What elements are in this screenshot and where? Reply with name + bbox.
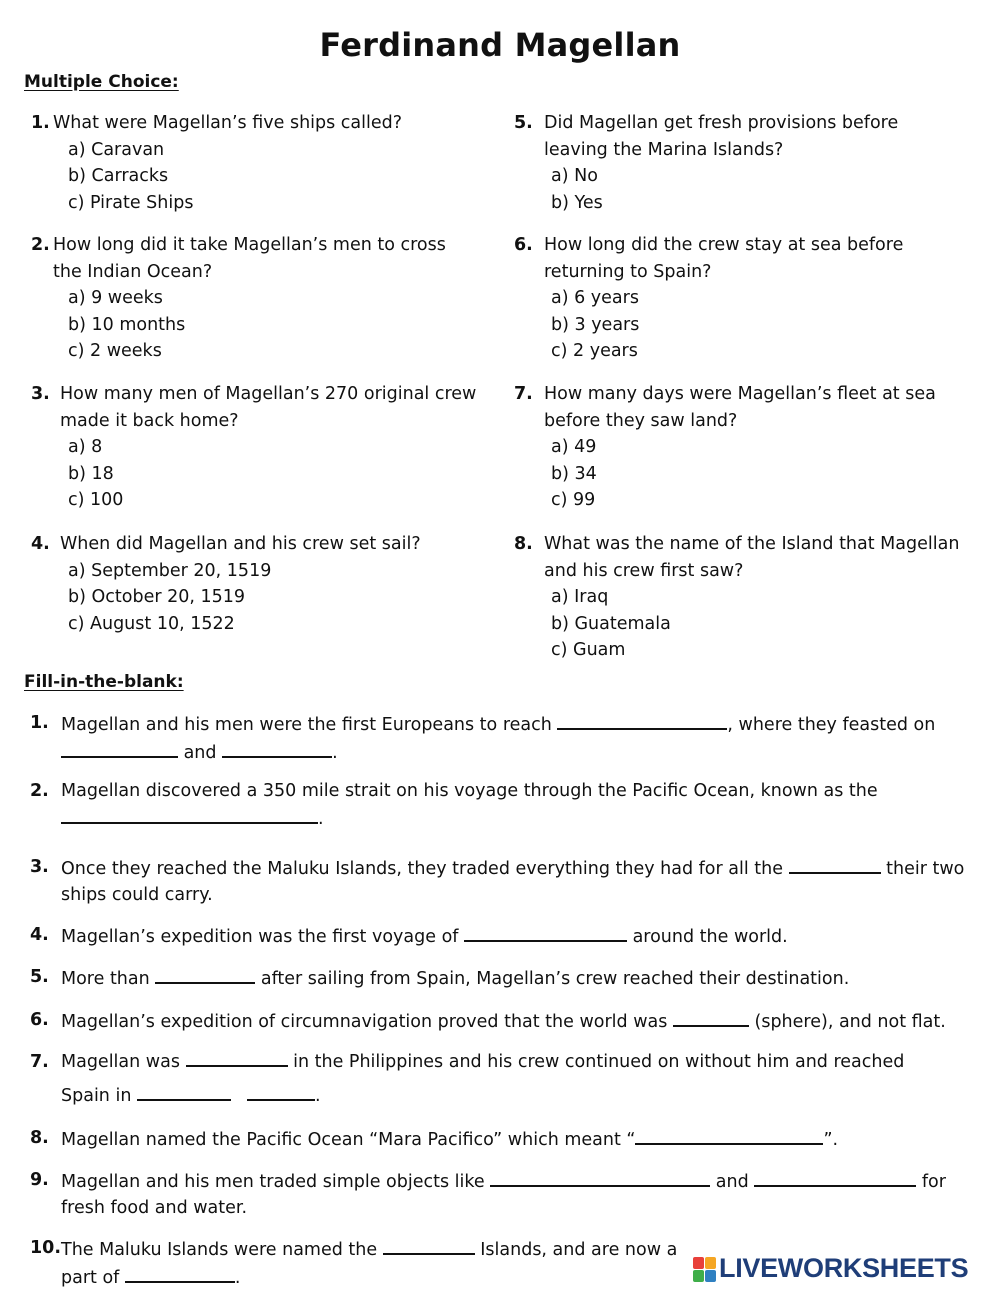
question-text: How long did the crew stay at sea before bbox=[544, 235, 904, 255]
sentence-text: Magellan’s expedition of circumnavigation proved that the world was bbox=[61, 1012, 673, 1032]
option-a[interactable]: a) 8 bbox=[68, 437, 103, 457]
answer-blank[interactable] bbox=[635, 1125, 823, 1145]
question-text: How many days were Magellan’s fleet at sea bbox=[544, 384, 936, 404]
mc-question-6 bbox=[514, 232, 903, 365]
sentence-text: and bbox=[710, 1172, 755, 1192]
option-c[interactable]: c) August 10, 1522 bbox=[68, 613, 235, 634]
sentence-text: Magellan and his men were the first Europeans to reach bbox=[61, 715, 558, 735]
sentence-text: . bbox=[234, 1268, 241, 1288]
liveworksheets-logo bbox=[693, 1253, 993, 1284]
answer-blank[interactable] bbox=[155, 964, 255, 984]
question-text: What were Magellan’s five ships called? bbox=[53, 113, 403, 133]
item-number: 4. bbox=[30, 925, 49, 945]
question-number: 7. bbox=[514, 384, 533, 404]
mc-question-5 bbox=[514, 110, 898, 216]
option-c[interactable]: c) Pirate Ships bbox=[68, 192, 194, 213]
item-number: 8. bbox=[30, 1128, 49, 1148]
item-number: 1. bbox=[30, 713, 49, 733]
option-b[interactable]: b) 3 years bbox=[551, 314, 640, 335]
question-text: What was the name of the Island that Magellan bbox=[544, 534, 960, 554]
option-b[interactable]: b) Guatemala bbox=[551, 613, 671, 634]
item-number: 7. bbox=[30, 1052, 49, 1072]
sentence-text: , where they feasted on bbox=[727, 715, 936, 735]
sentence-text: ”. bbox=[823, 1130, 839, 1150]
answer-blank[interactable] bbox=[61, 738, 178, 758]
option-c[interactable]: c) 2 years bbox=[551, 341, 638, 361]
sentence-text: . bbox=[314, 1086, 321, 1106]
option-c[interactable]: c) 100 bbox=[68, 490, 124, 510]
question-text: and his crew first saw? bbox=[544, 560, 744, 581]
sentence-text: their two ships could carry. bbox=[61, 859, 965, 905]
item-number: 2. bbox=[30, 781, 49, 801]
sentence-text: Islands, and are now a part of bbox=[61, 1240, 678, 1288]
fib-item-7 bbox=[30, 1049, 980, 1113]
question-number: 6. bbox=[514, 235, 533, 255]
sentence-text: Magellan discovered a 350 mile strait on his voyage through the Pacific Ocean, known as the bbox=[61, 781, 878, 801]
option-a[interactable]: a) 9 weeks bbox=[68, 288, 163, 308]
page-title: Ferdinand Magellan bbox=[319, 26, 681, 64]
fib-item-8 bbox=[30, 1125, 980, 1153]
answer-blank[interactable] bbox=[137, 1081, 231, 1101]
logo-square-2 bbox=[705, 1257, 716, 1269]
answer-blank[interactable] bbox=[186, 1047, 288, 1067]
fib-item-6 bbox=[30, 1007, 980, 1035]
fib-item-4 bbox=[30, 922, 980, 950]
option-a[interactable]: a) September 20, 1519 bbox=[68, 560, 272, 581]
fib-item-2 bbox=[30, 778, 980, 832]
question-text: leaving the Marina Islands? bbox=[544, 139, 784, 160]
option-a[interactable]: a) Caravan bbox=[68, 139, 165, 160]
question-number: 8. bbox=[514, 534, 533, 554]
option-b[interactable]: b) Yes bbox=[551, 192, 603, 213]
question-number: 4. bbox=[31, 534, 50, 554]
logo-square-1 bbox=[693, 1257, 704, 1269]
answer-blank[interactable] bbox=[247, 1081, 315, 1101]
multiple-choice-heading: Multiple Choice: bbox=[24, 72, 179, 92]
answer-blank[interactable] bbox=[61, 804, 318, 824]
option-a[interactable]: a) 49 bbox=[551, 437, 597, 457]
question-text: Did Magellan get fresh provisions before bbox=[544, 113, 899, 133]
item-number: 9. bbox=[30, 1170, 49, 1190]
question-number: 3. bbox=[31, 384, 50, 404]
sentence-text: in the Philippines and his crew continued on without him and reached bbox=[287, 1052, 905, 1072]
option-c[interactable]: c) Guam bbox=[551, 640, 626, 660]
answer-blank[interactable] bbox=[557, 710, 727, 730]
option-a[interactable]: a) 6 years bbox=[551, 288, 639, 308]
liveworksheets-wordmark: LIVEWORKSHEETS bbox=[719, 1253, 969, 1283]
option-a[interactable]: a) Iraq bbox=[551, 587, 609, 607]
sentence-text: Once they reached the Maluku Islands, they traded everything they had for all the bbox=[61, 859, 789, 879]
logo-square-4 bbox=[705, 1270, 716, 1282]
sentence-text: (sphere), and not flat. bbox=[748, 1012, 946, 1032]
answer-blank[interactable] bbox=[383, 1235, 475, 1255]
question-text: How long did it take Magellan’s men to cross bbox=[53, 235, 446, 255]
answer-blank[interactable] bbox=[125, 1263, 235, 1283]
mc-question-3 bbox=[31, 381, 476, 514]
option-b[interactable]: b) October 20, 1519 bbox=[68, 587, 246, 607]
fib-item-9 bbox=[30, 1167, 980, 1221]
sentence-text: for fresh food and water. bbox=[61, 1172, 946, 1218]
sentence-text: The Maluku Islands were named the bbox=[61, 1240, 383, 1260]
question-text: returning to Spain? bbox=[544, 261, 712, 282]
option-c[interactable]: c) 2 weeks bbox=[68, 341, 162, 361]
liveworksheets-logo-icon bbox=[693, 1257, 717, 1283]
item-number: 3. bbox=[30, 857, 49, 877]
sentence-text: . bbox=[318, 809, 324, 829]
question-number: 2. bbox=[31, 235, 50, 255]
sentence-text: around the world. bbox=[627, 927, 788, 947]
sentence-text: and bbox=[178, 743, 223, 763]
sentence-text: Magellan named the Pacific Ocean “Mara Pacifico” which meant “ bbox=[61, 1130, 636, 1150]
sentence-text: after sailing from Spain, Magellan’s crew reached their destination. bbox=[255, 969, 850, 989]
mc-question-8 bbox=[514, 531, 959, 664]
fib-item-1 bbox=[30, 710, 980, 766]
answer-blank[interactable] bbox=[490, 1167, 710, 1187]
answer-blank[interactable] bbox=[464, 922, 627, 942]
mc-question-4 bbox=[31, 531, 421, 637]
option-b[interactable]: b) 34 bbox=[551, 463, 597, 484]
answer-blank[interactable] bbox=[673, 1007, 749, 1027]
sentence-text: Spain in bbox=[61, 1086, 137, 1106]
sentence-text: Magellan was bbox=[61, 1052, 186, 1072]
option-b[interactable]: b) 18 bbox=[68, 463, 114, 484]
fib-item-3 bbox=[30, 854, 980, 908]
question-text: When did Magellan and his crew set sail? bbox=[60, 534, 421, 554]
logo-square-3 bbox=[693, 1270, 704, 1282]
fib-item-10 bbox=[30, 1235, 690, 1291]
mc-question-7 bbox=[514, 381, 936, 514]
mc-question-2 bbox=[31, 232, 446, 365]
fib-item-5 bbox=[30, 964, 980, 992]
question-text: before they saw land? bbox=[544, 410, 738, 431]
option-b[interactable]: b) Carracks bbox=[68, 166, 169, 186]
mc-question-1 bbox=[31, 110, 402, 216]
item-number: 6. bbox=[30, 1010, 49, 1030]
option-c[interactable]: c) 99 bbox=[551, 490, 596, 510]
answer-blank[interactable] bbox=[222, 738, 332, 758]
sentence-text: Magellan’s expedition was the first voyage of bbox=[61, 927, 464, 947]
question-text: the Indian Ocean? bbox=[53, 261, 213, 282]
question-text: How many men of Magellan’s 270 original crew bbox=[60, 384, 477, 404]
item-number: 10. bbox=[30, 1238, 62, 1258]
sentence-text: More than bbox=[61, 969, 156, 989]
answer-blank[interactable] bbox=[754, 1167, 916, 1187]
option-a[interactable]: a) No bbox=[551, 166, 598, 186]
fill-in-the-blank-heading: Fill-in-the-blank: bbox=[24, 672, 184, 692]
sentence-text: . bbox=[332, 743, 338, 763]
question-text: made it back home? bbox=[60, 410, 239, 431]
item-number: 5. bbox=[30, 967, 49, 987]
answer-blank[interactable] bbox=[789, 854, 881, 874]
question-number: 5. bbox=[514, 113, 533, 133]
question-number: 1. bbox=[31, 113, 50, 133]
option-b[interactable]: b) 10 months bbox=[68, 314, 186, 335]
sentence-text: Magellan and his men traded simple objects like bbox=[61, 1172, 491, 1192]
